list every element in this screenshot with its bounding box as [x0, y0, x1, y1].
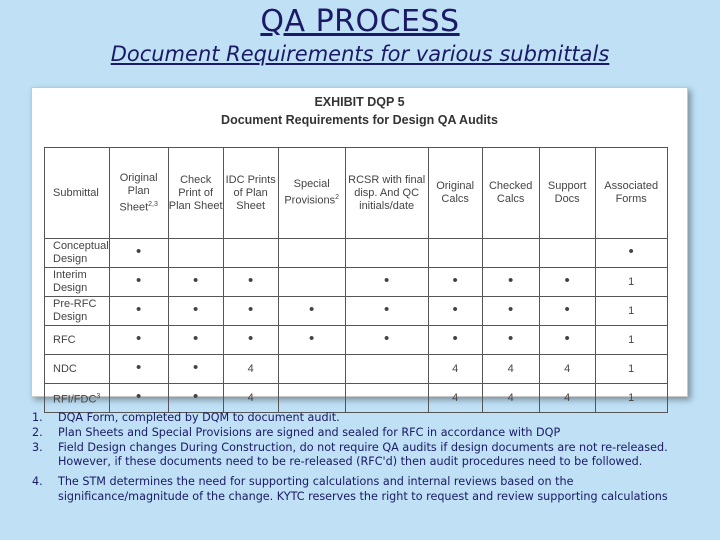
- table-cell: 4: [539, 384, 595, 413]
- table-cell: •: [109, 355, 168, 384]
- table-cell: [345, 355, 428, 384]
- table-cell: 4: [539, 355, 595, 384]
- table-cell: 4: [428, 384, 482, 413]
- table-cell: •: [539, 268, 595, 297]
- table-cell: [278, 268, 345, 297]
- table-cell: [278, 384, 345, 413]
- table-cell: 4: [223, 384, 278, 413]
- table-cell: 1: [595, 268, 667, 297]
- table-cell: [278, 355, 345, 384]
- table-cell: •: [595, 239, 667, 268]
- table-cell: [168, 239, 223, 268]
- table-cell: •: [223, 297, 278, 326]
- table-cell: 1: [595, 355, 667, 384]
- table-cell: •: [109, 268, 168, 297]
- exhibit-label: EXHIBIT DQP 5: [314, 95, 405, 109]
- table-cell: •: [482, 297, 539, 326]
- exhibit-panel: [31, 87, 688, 406]
- slide-subtitle: Document Requirements for various submittals: [110, 42, 610, 66]
- table-header-row: [45, 148, 668, 239]
- table-cell: •: [109, 384, 168, 413]
- table-cell: •: [278, 297, 345, 326]
- table-cell: •: [539, 326, 595, 355]
- table-cell: [345, 384, 428, 413]
- footnotes: [32, 411, 692, 505]
- table-cell: [482, 239, 539, 268]
- table-cell: 1: [595, 384, 667, 413]
- table-cell: •: [539, 297, 595, 326]
- row-header: NDC: [45, 355, 110, 384]
- table-cell: [428, 239, 482, 268]
- table-cell: 4: [482, 355, 539, 384]
- table-cell: •: [168, 297, 223, 326]
- footnote-item: 1. DQA Form, completed by DQM to document audit.: [32, 411, 340, 424]
- table-row: [45, 297, 668, 326]
- table-row: [45, 239, 668, 268]
- slide-title: QA PROCESS: [260, 4, 460, 39]
- row-header: RFC: [45, 326, 110, 355]
- table-cell: [539, 239, 595, 268]
- table-cell: [345, 239, 428, 268]
- table-cell: •: [109, 326, 168, 355]
- table-cell: •: [345, 326, 428, 355]
- table-cell: 1: [595, 297, 667, 326]
- table-row: [45, 355, 668, 384]
- table-cell: •: [223, 268, 278, 297]
- table-cell: •: [428, 326, 482, 355]
- column-header: RCSR with final disp. And QC initials/date: [345, 148, 428, 239]
- table-cell: •: [482, 326, 539, 355]
- table-cell: •: [428, 297, 482, 326]
- exhibit-title: Document Requirements for Design QA Audits: [221, 113, 498, 127]
- column-header: Support Docs: [539, 148, 595, 239]
- column-header: Submittal: [45, 148, 110, 239]
- table-row: [45, 326, 668, 355]
- table-row: [45, 384, 668, 413]
- column-header: Checked Calcs: [482, 148, 539, 239]
- row-header: RFI/FDC$^3$: [45, 384, 110, 413]
- row-header: Conceptual Design: [45, 239, 110, 268]
- table-cell: [223, 239, 278, 268]
- table-cell: [278, 239, 345, 268]
- table-cell: •: [345, 268, 428, 297]
- column-header: Check Print of Plan Sheet: [168, 148, 223, 239]
- column-header: Original Plan Sheet$^{2,3}$: [109, 148, 168, 239]
- footnote-item: 2. Plan Sheets and Special Provisions are signed and sealed for RFC in accordance with DQP: [32, 425, 561, 439]
- table-cell: •: [345, 297, 428, 326]
- column-header: Special Provisions$^2$: [278, 148, 345, 239]
- table-cell: •: [482, 268, 539, 297]
- column-header: IDC Prints of Plan Sheet: [223, 148, 278, 239]
- table-cell: •: [168, 355, 223, 384]
- column-header: Original Calcs: [428, 148, 482, 239]
- footnote-item: 3. Field Design changes During Construction, do not require QA audits if design documents are not re-released. However, if these documents need to be re-released (RFC'd) then audit procedures need to be followed.: [32, 440, 668, 469]
- table-cell: •: [223, 326, 278, 355]
- table-cell: 4: [482, 384, 539, 413]
- table-row: [45, 268, 668, 297]
- column-header: Associated Forms: [595, 148, 667, 239]
- row-header: Pre-RFC Design: [45, 297, 110, 326]
- table-cell: •: [428, 268, 482, 297]
- table-cell: 4: [428, 355, 482, 384]
- row-header: Interim Design: [45, 268, 110, 297]
- table-cell: •: [109, 239, 168, 268]
- table-cell: •: [168, 326, 223, 355]
- table-cell: 4: [223, 355, 278, 384]
- table-cell: •: [168, 268, 223, 297]
- table-cell: 1: [595, 326, 667, 355]
- footnote-item: 4. The STM determines the need for supporting calculations and internal reviews based on the significance/magnitude of the change. KYTC reserves the right to request and review supporting calculations: [32, 475, 668, 503]
- table-cell: •: [168, 384, 223, 413]
- table-cell: •: [278, 326, 345, 355]
- requirements-table: [44, 147, 668, 413]
- table-cell: •: [109, 297, 168, 326]
